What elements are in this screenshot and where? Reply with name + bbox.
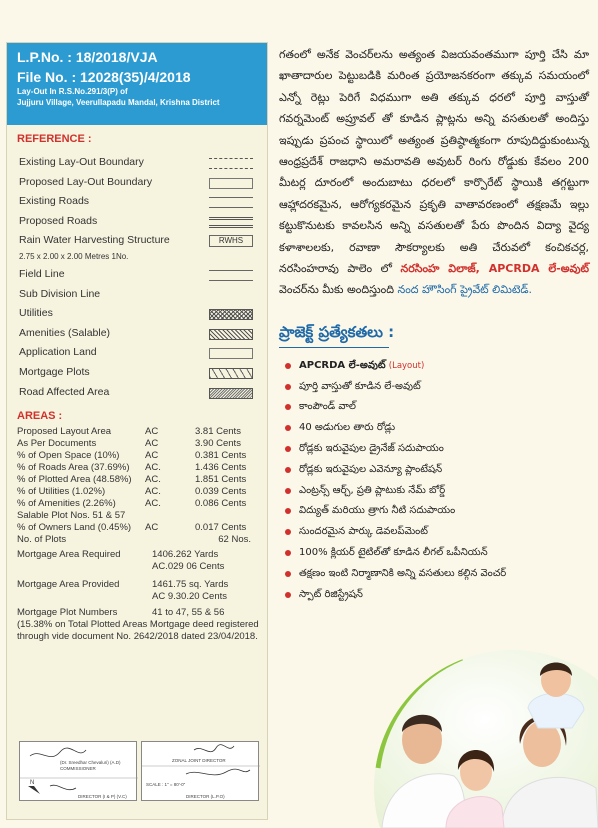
approval-stamp <box>19 741 137 801</box>
reference-item-label: Existing Lay-Out Boundary <box>19 156 144 168</box>
bullet-icon <box>285 425 291 431</box>
feature-item <box>279 481 589 502</box>
feature-item <box>279 356 589 377</box>
area-row <box>7 486 267 498</box>
area-value: 0.381 Cents <box>195 450 247 462</box>
area-label: % of Amenities (2.26%) <box>17 498 116 510</box>
bullet-icon <box>285 363 291 369</box>
field-line-symbol <box>209 270 253 281</box>
feature-item <box>279 564 589 585</box>
area-value: 1.851 Cents <box>195 474 247 486</box>
area-label: % of Roads Area (37.69%) <box>17 462 130 474</box>
bullet-icon <box>285 571 291 577</box>
reference-item <box>7 343 267 363</box>
reference-list <box>7 153 267 402</box>
stamp-text: ZONAL JOINT DIRECTOR <box>172 758 226 763</box>
area-unit: AC <box>145 450 159 462</box>
signature-scribble-icon <box>142 742 260 802</box>
reference-item <box>7 192 267 212</box>
reference-item-label: Utilities <box>19 307 53 320</box>
intro-text: గతంలో అనేక వెంచర్‌లను అత్యంత విజయవంతముగా పూర్తి చేసి మా ఖాతాదారుల పెట్టుబడికి మరింత ప్రయోజనకరంగా తక్కువ సమయంలో ఎన్నో రెట్లు పెరిగే విధముగా అతి తక్కువ ధరలో పూర్తి వాస్తుతో గవర్నమెంట్ అప్రూవల్ తో కూడిన ప్లాట్లను అన్ని వసతులతో అందిస్తు ఇప్పుడు ప్రపంచ స్థాయిలో అత్యంత ప్రతిష్ఠాత్మకంగా రూపుదిద్దుకుంటున్న ఆంధ్రప్రదేశ్ రాజధాని అమరావతి అవుటర్ రింగు రోడ్డుకు కేవలం 200 మీటర్ల దూరంలో అందుబాటు ధరలలో కార్పొరేట్ స్థాయికి తగ్గట్టుగా ఆహ్లాదరకమైన, ఆరోగ్యకరమైన ప్రకృతి వాతావరణంలో తక్షణమే ఇల్లు కట్టుకొనుటకు కావలసిన అన్ని వసతులతో పేరు పొందిన విద్యా వైద్య కళాశాలలకు, రవాణా సౌకర్యాలకు అతి చేరువలో కంచికచర్ల, నరసింహరావు పాలెం లో <box>279 48 589 276</box>
feature-text: 100% క్లియర్ టైటిల్‌తో కూడిన లీగల్ ఒపీనియన్ <box>299 547 488 559</box>
feature-item <box>279 397 589 418</box>
area-label: Proposed Layout Area <box>17 426 112 438</box>
project-brand: నరసింహ విలాజ్, APCRDA లే-అవుట్ <box>400 262 589 276</box>
intro-text-cont: వెంచర్‌ను మీకు అందిస్తుంది <box>279 283 398 297</box>
boundary-box-symbol <box>209 178 253 189</box>
feature-text: స్పాట్ రిజిస్ట్రేషన్ <box>299 588 363 600</box>
lp-number: L.P.No. : 18/2018/VJA <box>17 49 158 65</box>
reference-item-label: Existing Roads <box>19 195 90 208</box>
feature-item <box>279 501 589 522</box>
bullet-icon <box>285 384 291 390</box>
rwhs-symbol: RWHS <box>209 235 253 247</box>
reference-item-label: Rain Water Harvesting Structure <box>19 234 170 247</box>
mortgage-label: Mortgage Plot Numbers <box>17 607 118 619</box>
feature-item <box>279 439 589 460</box>
reference-item <box>7 383 267 403</box>
area-value: 0.017 Cents <box>195 522 247 534</box>
dashed-boundary-symbol <box>209 158 253 169</box>
area-label: As Per Documents <box>17 438 97 450</box>
feature-text: రోడ్లకు ఇరువైపుల ఎవెన్యూ ప్లాంటేషన్ <box>299 463 443 475</box>
company-name: నంద హౌసింగ్ ప్రైవేట్ లిమిటెడ్. <box>397 283 532 297</box>
layout-location-line1: Lay-Out In R.S.No.291/3(P) of <box>17 87 128 96</box>
areas-table <box>7 426 267 643</box>
area-unit: AC <box>145 522 159 534</box>
reference-item-label: Application Land <box>19 346 97 359</box>
signature-scribble-icon <box>20 742 138 802</box>
reference-item <box>7 212 267 232</box>
bullet-icon <box>285 467 291 473</box>
intro-paragraph <box>279 44 589 301</box>
proposed-road-symbol <box>209 217 253 228</box>
stamp-text: DIRECTOR (L.P.O) <box>186 794 225 799</box>
reference-item-label: Sub Division Line <box>19 287 101 300</box>
mortgage-note: (15.38% on Total Plotted Areas Mortgage deed registered through vide document No. 2642/2018 dated 23/04/2018. <box>17 619 259 643</box>
mortgage-value: 41 to 47, 55 & 56 <box>152 607 225 619</box>
bullet-icon <box>285 592 291 598</box>
reference-item-label: 2.75 x 2.00 x 2.00 Metres 1No. <box>19 251 129 261</box>
reference-item <box>7 324 267 344</box>
feature-text: పూర్తి వాస్తుతో కూడిన లే-అవుట్ <box>299 380 421 392</box>
area-row <box>7 510 267 522</box>
mortgage-value-secondary: AC 9.30.20 Cents <box>152 591 227 603</box>
feature-item <box>279 418 589 439</box>
area-label: % of Plotted Area (48.58%) <box>17 474 132 486</box>
area-label: % of Utilities (1.02%) <box>17 486 106 498</box>
description-column <box>279 44 589 605</box>
area-unit: AC. <box>145 486 161 498</box>
area-row <box>7 450 267 462</box>
feature-item <box>279 460 589 481</box>
area-unit: AC. <box>145 462 161 474</box>
area-value: 3.90 Cents <box>195 438 241 450</box>
bullet-icon <box>285 488 291 494</box>
reference-item <box>7 231 267 251</box>
feature-item <box>279 377 589 398</box>
area-unit: AC. <box>145 498 161 510</box>
reference-item-label: Road Affected Area <box>19 385 110 398</box>
area-unit: AC <box>145 438 159 450</box>
reference-item <box>7 251 267 265</box>
stamp-text: SCALE : 1" = 80'-0" <box>146 782 186 787</box>
area-row <box>7 534 267 546</box>
area-value: 1.436 Cents <box>195 462 247 474</box>
layout-info-panel <box>6 42 268 820</box>
reference-item-label: Amenities (Salable) <box>19 326 111 339</box>
mortgage-row <box>7 607 267 619</box>
feature-item <box>279 585 589 606</box>
reference-item-label: Field Line <box>19 267 65 280</box>
area-row <box>7 474 267 486</box>
reference-item <box>7 285 267 305</box>
feature-text: కాంపౌండ్ వాల్ <box>299 401 356 413</box>
stamp-text: COMMISSIONER <box>60 766 96 771</box>
road-affected-symbol <box>209 388 253 399</box>
areas-title: AREAS : <box>17 410 63 423</box>
area-label: % of Owners Land (0.45%) <box>17 522 132 534</box>
file-number: File No. : 12028(35)/4/2018 <box>17 69 191 85</box>
cross-hatch-symbol <box>209 309 253 320</box>
feature-text: రోడ్లకు ఇరువైపుల డ్రైనేజ్ సదుపాయం <box>299 443 444 455</box>
mortgage-hatch-symbol <box>209 368 253 379</box>
area-value: 0.086 Cents <box>195 498 247 510</box>
reference-item <box>7 265 267 285</box>
reference-item <box>7 363 267 383</box>
feature-text: తక్షణం ఇంటి నిర్మాణానికి అన్ని వసతులు కల్గిన వెంచర్ <box>299 567 507 579</box>
feature-text: 40 అడుగుల తారు రోడ్లు <box>299 422 396 434</box>
mortgage-label: Mortgage Area Provided <box>17 579 120 591</box>
road-lines-symbol <box>209 197 253 208</box>
area-row <box>7 462 267 474</box>
layout-location-line2: Jujjuru Village, Veerullapadu Mandal, Krishna District <box>17 98 220 107</box>
reference-title: REFERENCE : <box>17 133 92 145</box>
reference-item <box>7 173 267 193</box>
approval-stamp <box>141 741 259 801</box>
family-photo <box>372 648 598 828</box>
mortgage-value: 1461.75 sq. Yards <box>152 579 229 591</box>
bullet-icon <box>285 508 291 514</box>
feature-text: సుందరమైన పార్కు డెవలప్‌మెంట్ <box>299 526 428 538</box>
reference-item <box>7 304 267 324</box>
area-value: 0.039 Cents <box>195 486 247 498</box>
features-title: ప్రాజెక్ట్ ప్రత్యేకతలు : <box>279 322 395 341</box>
bullet-icon <box>285 529 291 535</box>
application-land-symbol <box>209 348 253 359</box>
hatch-symbol <box>209 329 253 340</box>
area-value: 62 Nos. <box>218 534 251 546</box>
title-underline <box>279 347 389 348</box>
feature-item <box>279 543 589 564</box>
area-row <box>7 438 267 450</box>
bullet-icon <box>285 404 291 410</box>
layout-header <box>7 43 267 125</box>
feature-text: విద్యుత్ మరియు త్రాగు నీటి సదుపాయం <box>299 505 456 517</box>
area-label: Salable Plot Nos. 51 & 57 <box>17 510 126 522</box>
north-label: N <box>30 780 35 786</box>
reference-item-label: Proposed Lay-Out Boundary <box>19 175 153 188</box>
reference-item-label: Mortgage Plots <box>19 365 90 378</box>
stamp-text: DIRECTOR (I & P) (V.C) <box>78 794 127 799</box>
area-row <box>7 498 267 510</box>
feature-tag: (Layout) <box>388 360 425 371</box>
reference-item-label: Proposed Roads <box>19 214 98 227</box>
area-row <box>7 426 267 438</box>
bullet-icon <box>285 550 291 556</box>
area-unit: AC. <box>145 474 161 486</box>
features-list <box>279 356 589 606</box>
area-value: 3.81 Cents <box>195 426 241 438</box>
mortgage-label: Mortgage Area Required <box>17 549 121 561</box>
reference-item <box>7 153 267 173</box>
feature-text: APCRDA లే-అవుట్ <box>299 359 386 371</box>
mortgage-row <box>7 579 267 603</box>
mortgage-row <box>7 549 267 573</box>
mortgage-value-secondary: AC.029 06 Cents <box>152 561 225 573</box>
area-row <box>7 522 267 534</box>
area-label: % of Open Space (10%) <box>17 450 120 462</box>
bullet-icon <box>285 446 291 452</box>
area-label: No. of Plots <box>17 534 67 546</box>
mortgage-value: 1406.262 Yards <box>152 549 219 561</box>
area-unit: AC <box>145 426 159 438</box>
feature-text: ఎంట్రన్స్ ఆర్చ్, ప్రతి ప్లాటుకు నేమ్ బోర్డ్ <box>299 484 446 496</box>
stamp-text: (Dr. Sreedhar Chevaluri) (A.D) <box>60 760 121 765</box>
feature-item <box>279 522 589 543</box>
